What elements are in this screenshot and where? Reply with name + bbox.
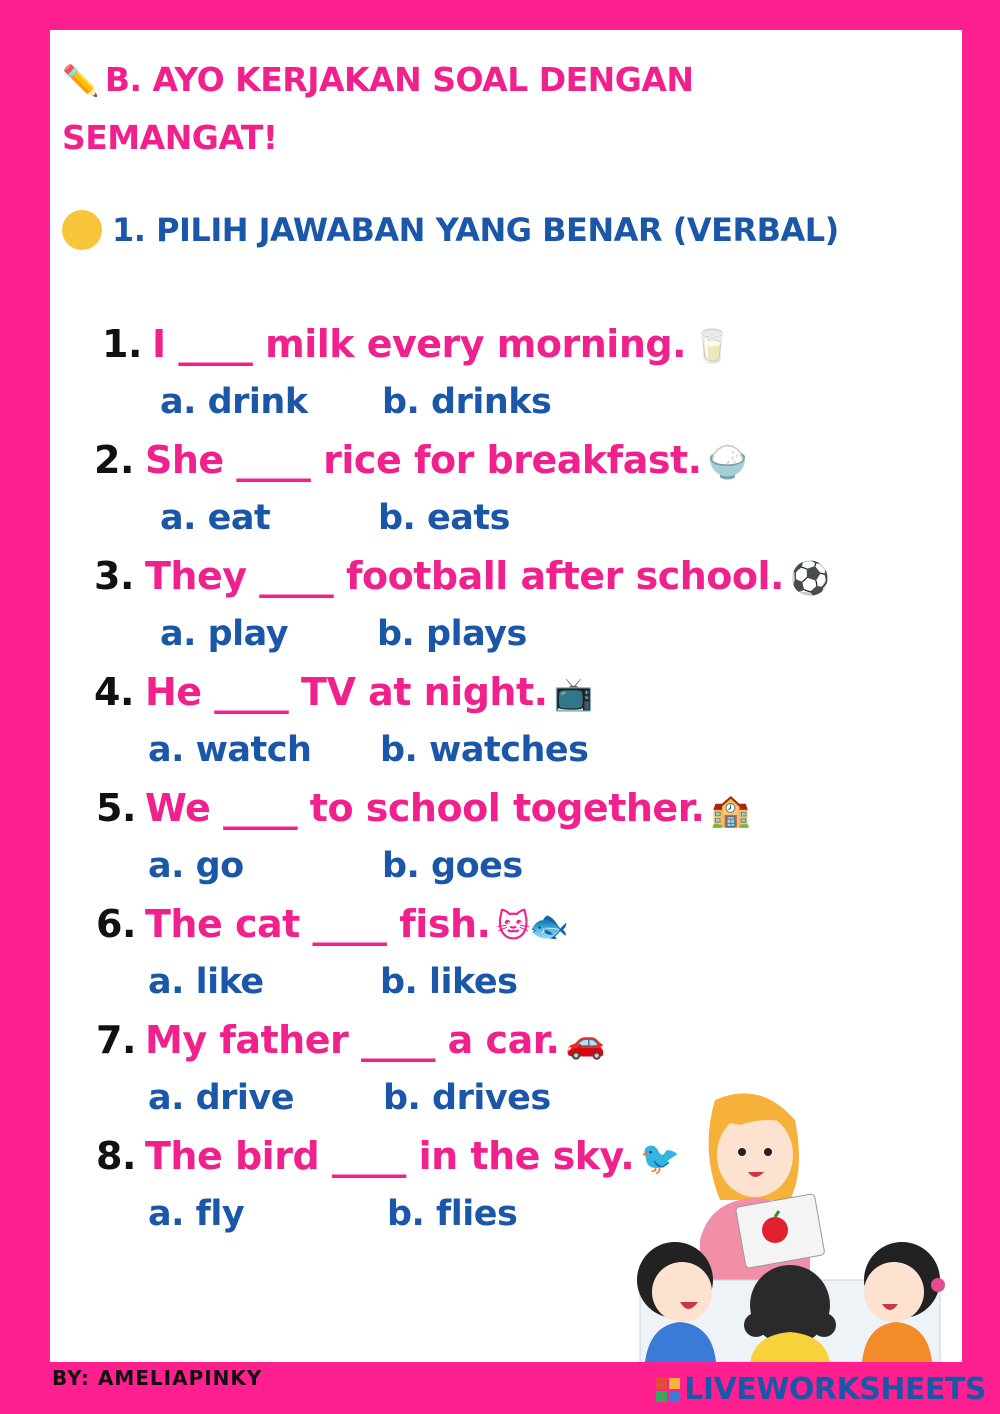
option-b[interactable]: b. watches [380, 730, 589, 770]
option-b[interactable]: b. goes [382, 846, 523, 886]
instruction-heading [62, 206, 942, 254]
section-heading [62, 52, 922, 166]
question-text [145, 670, 593, 714]
question-number: 2. [94, 438, 134, 482]
option-b[interactable]: b. drives [383, 1078, 551, 1118]
milk-icon: 🥛 [692, 327, 732, 365]
option-a[interactable]: a. fly [148, 1194, 245, 1234]
question-number: 7. [96, 1018, 136, 1062]
car-icon: 🚗 [565, 1023, 605, 1061]
option-a[interactable]: a. go [148, 846, 244, 886]
option-a[interactable]: a. drive [148, 1078, 294, 1118]
rice-bowl-icon: 🍚 [707, 443, 747, 481]
bird-icon: 🐦 [640, 1139, 680, 1177]
question-sentence: They ____ football after school. [145, 554, 784, 598]
question-number: 3. [94, 554, 134, 598]
brand-text: LIVEWORKSHEETS [684, 1372, 986, 1407]
question-text [145, 1134, 680, 1178]
school-icon: 🏫 [710, 791, 750, 829]
heading-line-2: SEMANGAT! [62, 118, 278, 157]
question-sentence: We ____ to school together. [145, 786, 705, 830]
teacher-figure [700, 1093, 825, 1280]
option-b[interactable]: b. plays [377, 614, 527, 654]
option-a[interactable]: a. watch [148, 730, 312, 770]
option-a[interactable]: a. like [148, 962, 264, 1002]
question-sentence: He ____ TV at night. [145, 670, 548, 714]
option-b[interactable]: b. flies [387, 1194, 518, 1234]
option-a[interactable]: a. play [160, 614, 289, 654]
liveworksheets-logo-icon [656, 1378, 680, 1402]
question-sentence: My father ____ a car. [145, 1018, 560, 1062]
question-sentence: The cat ____ fish. [145, 902, 491, 946]
television-icon: 📺 [553, 675, 593, 713]
question-number: 5. [96, 786, 136, 830]
question-number: 1. [102, 322, 142, 366]
soccer-ball-icon: ⚽ [789, 559, 830, 597]
yellow-circle-icon [62, 210, 102, 250]
option-b[interactable]: b. drinks [382, 382, 552, 422]
option-a[interactable]: a. eat [160, 498, 271, 538]
option-b[interactable]: b. eats [378, 498, 510, 538]
question-text [152, 322, 731, 366]
option-b[interactable]: b. likes [380, 962, 518, 1002]
question-text [145, 554, 829, 598]
cat-fish-icon: 🐱🐟 [496, 907, 569, 945]
question-text [145, 902, 569, 946]
question-sentence: She ____ rice for breakfast. [145, 438, 702, 482]
pencil-icon: ✏️ [62, 64, 99, 99]
question-text [145, 438, 747, 482]
instruction-text: 1. PILIH JAWABAN YANG BENAR (VERBAL) [112, 211, 839, 249]
heading-line-1: B. AYO KERJAKAN SOAL DENGAN [104, 60, 694, 99]
author-credit: BY: AMELIAPINKY [52, 1366, 263, 1390]
question-text [145, 1018, 605, 1062]
question-sentence: I ____ milk every morning. [152, 322, 687, 366]
question-text [145, 786, 750, 830]
question-number: 4. [94, 670, 134, 714]
question-number: 8. [96, 1134, 136, 1178]
question-sentence: The bird ____ in the sky. [145, 1134, 635, 1178]
liveworksheets-brand[interactable] [656, 1372, 986, 1407]
option-a[interactable]: a. drink [160, 382, 308, 422]
question-number: 6. [96, 902, 136, 946]
teacher-children-illustration [620, 1080, 960, 1362]
